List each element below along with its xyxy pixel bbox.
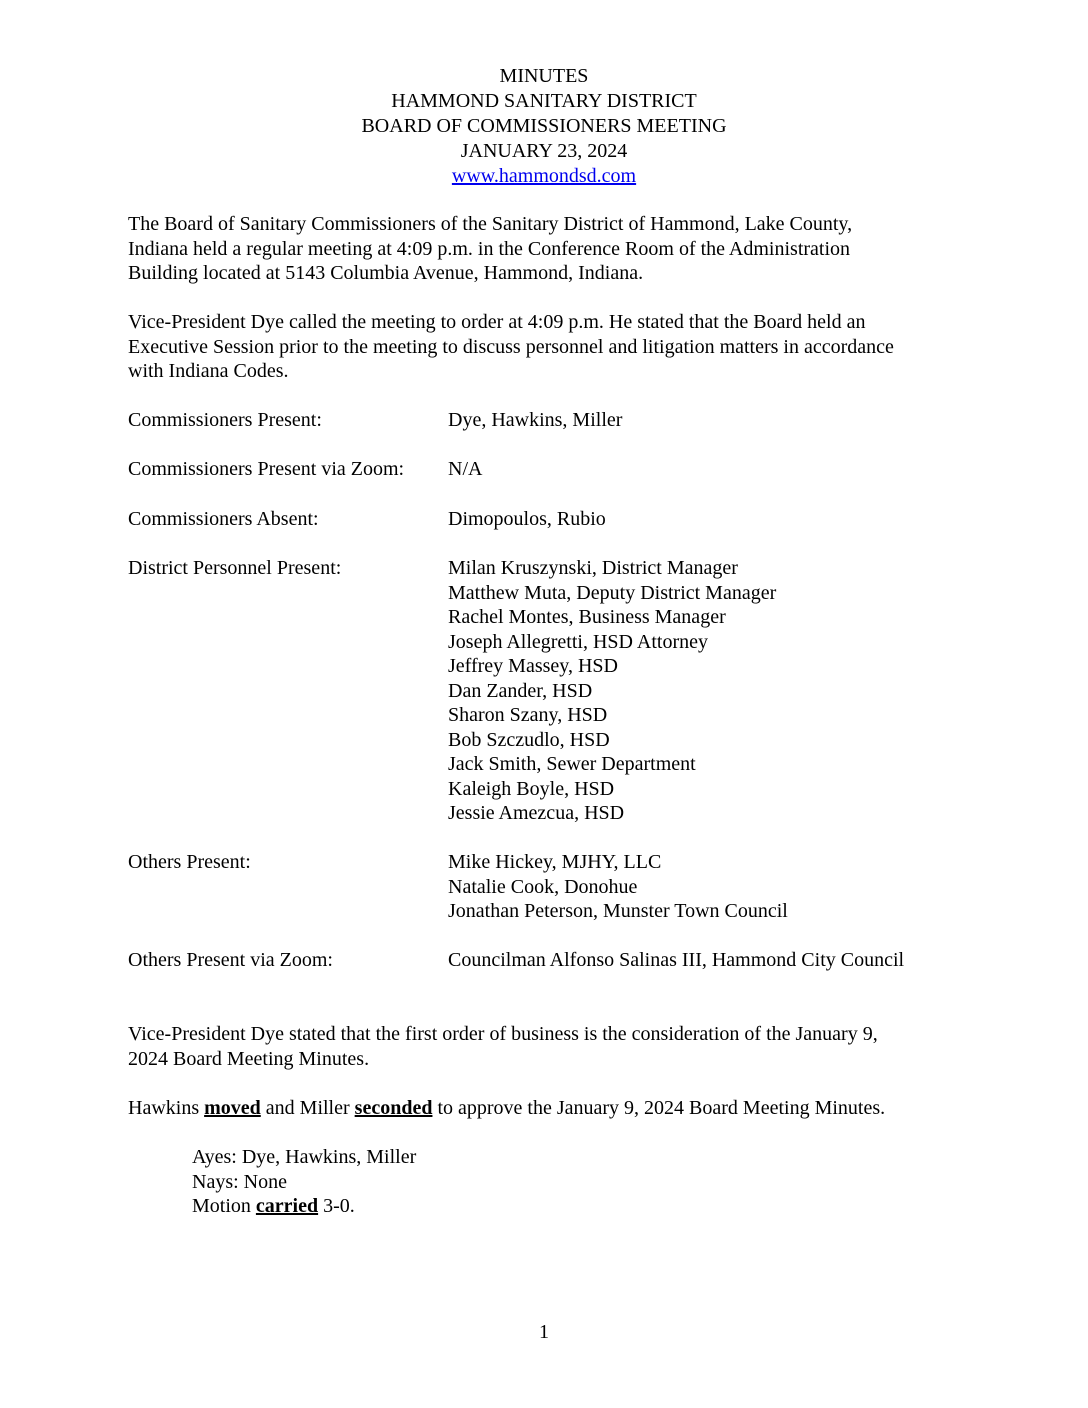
attendee: Jeffrey Massey, HSD (448, 655, 618, 677)
call-to-order-line: with Indiana Codes. (128, 360, 289, 382)
vote-nays: Nays: None (192, 1170, 287, 1193)
intro-line: Indiana held a regular meeting at 4:09 p.m. in the Conference Room of the Administration (128, 237, 851, 260)
attendee: Milan Kruszynski, District Manager (448, 557, 738, 579)
attendee: Natalie Cook, Donohue (448, 875, 638, 898)
motion-text: to approve the January 9, 2024 Board Meeting Minutes. (432, 1097, 886, 1119)
attendee: Kaleigh Boyle, HSD (448, 777, 615, 800)
attendance-values (448, 507, 606, 532)
attendance-label: District Personnel Present: (128, 557, 342, 579)
attendee: Councilman Alfonso Salinas III, Hammond City Council (448, 949, 905, 971)
motion-seconder: and Miller (260, 1097, 355, 1119)
attendance-values (448, 457, 482, 482)
minutes-header (0, 64, 1088, 189)
attendee: Joseph Allegretti, HSD Attorney (448, 630, 708, 653)
attendee: Dye, Hawkins, Miller (448, 409, 623, 431)
vote-carried-keyword: carried (255, 1195, 319, 1217)
attendance-label: Commissioners Absent: (128, 508, 319, 530)
intro-line: Building located at 5143 Columbia Avenue, Hammond, Indiana. (128, 262, 644, 284)
attendee: Jessie Amezcua, HSD (448, 802, 625, 824)
header-meeting: BOARD OF COMMISSIONERS MEETING (361, 115, 727, 137)
call-to-order-line: Executive Session prior to the meeting to discuss personnel and litigation matters in accordance (128, 335, 894, 358)
page-number: 1 (539, 1321, 549, 1343)
header-title: MINUTES (499, 65, 589, 87)
intro-line: The Board of Sanitary Commissioners of the Sanitary District of Hammond, Lake County, (128, 213, 853, 235)
attendance-values (448, 556, 776, 826)
vote-result-prefix: Motion (192, 1195, 256, 1217)
vote-result (192, 1194, 416, 1219)
business-line: 2024 Board Meeting Minutes. (128, 1047, 370, 1070)
attendance-values (448, 948, 904, 973)
business-paragraph (128, 1022, 958, 1071)
attendee: Matthew Muta, Deputy District Manager (448, 581, 777, 604)
call-to-order-line: Vice-President Dye called the meeting to order at 4:09 p.m. He stated that the Board held an (128, 311, 866, 333)
attendee: Dan Zander, HSD (448, 679, 593, 702)
vote-ayes: Ayes: Dye, Hawkins, Miller (192, 1146, 417, 1168)
call-to-order-paragraph (128, 310, 958, 384)
attendee: Rachel Montes, Business Manager (448, 606, 726, 628)
motion-line (128, 1096, 958, 1121)
attendance-values (448, 408, 622, 433)
intro-paragraph (128, 212, 958, 286)
vote-block (192, 1145, 416, 1219)
attendance-label: Commissioners Present: (128, 409, 322, 431)
attendee: N/A (448, 458, 483, 480)
vote-result-count: 3-0. (318, 1195, 355, 1217)
header-date: JANUARY 23, 2024 (460, 140, 628, 162)
attendee: Mike Hickey, MJHY, LLC (448, 851, 662, 873)
attendee: Jonathan Peterson, Munster Town Council (448, 900, 788, 922)
attendance-label: Others Present via Zoom: (128, 949, 333, 971)
attendee: Sharon Szany, HSD (448, 704, 608, 726)
attendance-values (448, 850, 788, 924)
attendance-label: Commissioners Present via Zoom: (128, 458, 405, 480)
motion-mover: Hawkins (128, 1097, 205, 1119)
business-line: Vice-President Dye stated that the first order of business is the consideration of the January 9, (128, 1023, 878, 1045)
website-link[interactable]: www.hammondsd.com (451, 165, 637, 187)
attendee: Jack Smith, Sewer Department (448, 753, 696, 775)
motion-moved-keyword: moved (204, 1097, 261, 1119)
motion-seconded-keyword: seconded (354, 1097, 433, 1119)
attendee: Bob Szczudlo, HSD (448, 728, 610, 751)
attendance-label: Others Present: (128, 851, 251, 873)
motion-paragraph (128, 1096, 958, 1121)
header-organization: HAMMOND SANITARY DISTRICT (391, 90, 697, 112)
attendee: Dimopoulos, Rubio (448, 508, 606, 530)
